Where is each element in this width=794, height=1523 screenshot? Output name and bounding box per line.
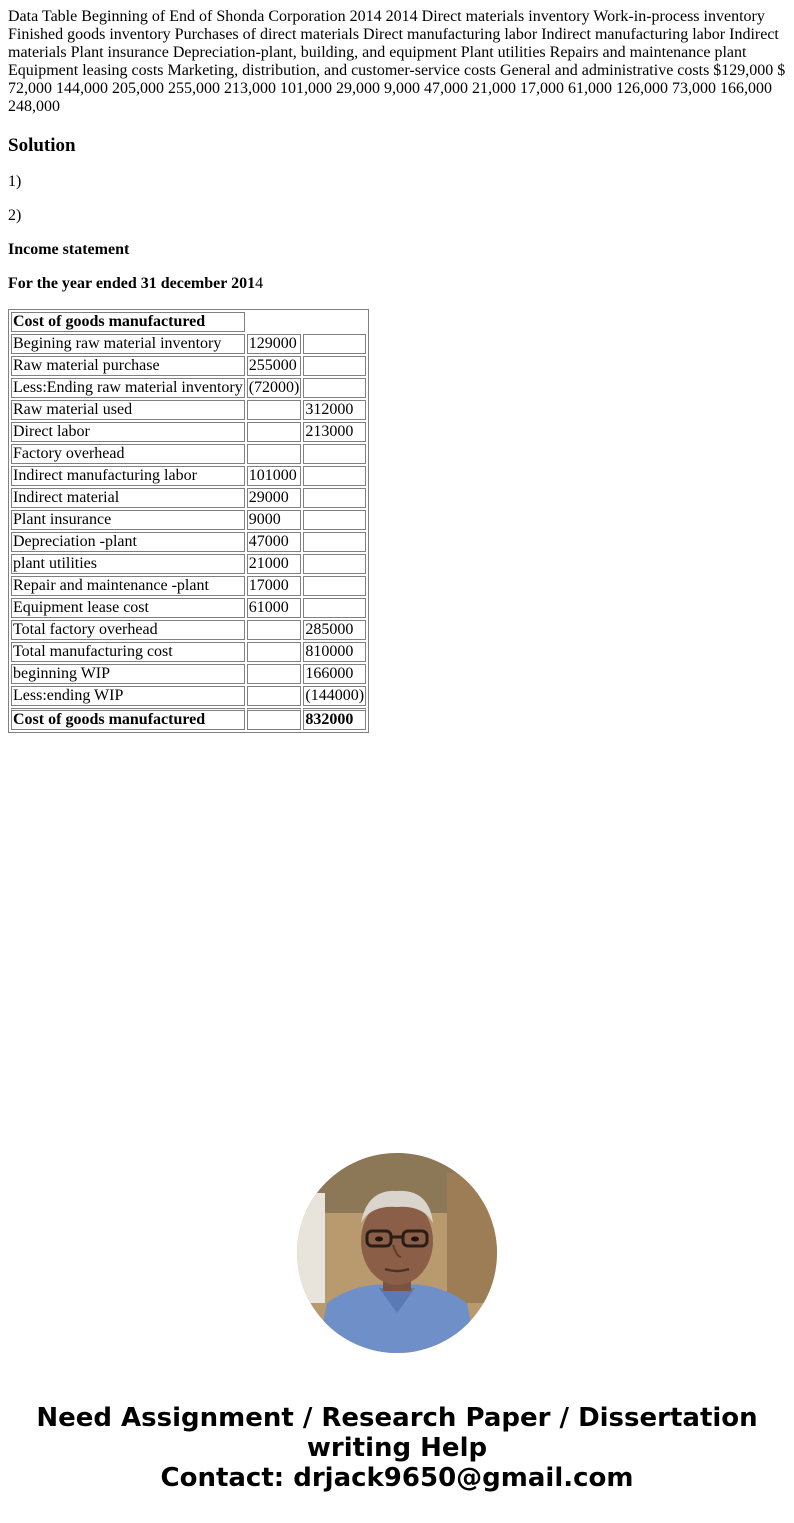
row-amount: (72000)	[248, 379, 300, 396]
row-subtotal: 166000	[303, 664, 366, 684]
row-subtotal	[303, 554, 366, 574]
row-label: Factory overhead	[11, 444, 245, 464]
row-subtotal	[303, 576, 366, 596]
row-subtotal	[303, 510, 366, 530]
row-label: Raw material purchase	[11, 356, 245, 376]
table-row	[11, 488, 366, 508]
row-subtotal	[303, 356, 366, 376]
cogm-table	[8, 309, 369, 733]
row-amount: 255000	[247, 356, 302, 376]
table-row	[11, 532, 366, 552]
row-amount: 101000	[247, 466, 302, 486]
table-row	[11, 664, 366, 684]
step-1-label: 1)	[8, 173, 22, 190]
row-label: Direct labor	[11, 422, 245, 442]
row-label: Raw material used	[11, 400, 245, 420]
row-label: Plant insurance	[11, 510, 245, 530]
table-row	[11, 444, 366, 464]
table-header-row	[11, 312, 366, 332]
row-amount	[247, 642, 302, 662]
row-subtotal	[303, 466, 366, 486]
period-title-year-digit: 4	[255, 275, 264, 292]
row-subtotal	[303, 532, 366, 552]
table-total-row	[11, 708, 366, 730]
row-label: Repair and maintenance -plant	[11, 576, 245, 596]
period-title-main: For the year ended 31 december 201	[8, 275, 256, 292]
row-amount: 9000	[247, 510, 302, 530]
table-row	[11, 686, 366, 706]
row-amount	[247, 620, 302, 640]
row-subtotal: (144000)	[305, 687, 365, 704]
total-label: Cost of goods manufactured	[11, 708, 245, 730]
banner-contact-line: Contact: drjack9650@gmail.com	[160, 1463, 634, 1493]
banner-line-1: Need Assignment / Research Paper / Dissertation	[36, 1403, 758, 1433]
row-amount	[247, 444, 302, 464]
table-row	[11, 510, 366, 530]
page-content	[0, 0, 794, 733]
income-statement-title: Income statement	[8, 241, 130, 258]
table-row	[11, 642, 366, 662]
row-subtotal	[303, 378, 366, 398]
row-label: Total manufacturing cost	[11, 642, 245, 662]
row-amount	[247, 686, 302, 706]
row-amount: 29000	[247, 488, 302, 508]
step-2-label: 2)	[8, 207, 22, 224]
table-row	[11, 466, 366, 486]
row-amount	[247, 400, 302, 420]
table-row	[11, 356, 366, 376]
promo-banner	[0, 1403, 794, 1493]
row-label: Indirect manufacturing labor	[11, 466, 245, 486]
row-amount: 17000	[247, 576, 302, 596]
row-amount: 21000	[247, 554, 302, 574]
table-row	[11, 554, 366, 574]
tutor-avatar	[297, 1153, 497, 1353]
table-header-empty	[247, 312, 366, 332]
row-label: Depreciation -plant	[11, 532, 245, 552]
row-subtotal: 213000	[303, 422, 366, 442]
row-subtotal: 810000	[303, 642, 366, 662]
row-label: plant utilities	[11, 554, 245, 574]
period-title	[8, 275, 786, 293]
row-subtotal	[303, 334, 366, 354]
row-subtotal: 312000	[303, 400, 366, 420]
row-subtotal	[303, 598, 366, 618]
row-amount	[247, 422, 302, 442]
table-row	[11, 576, 366, 596]
row-label: Less:Ending raw material inventory	[13, 379, 243, 396]
row-label: beginning WIP	[11, 664, 245, 684]
table-header-cell: Cost of goods manufactured	[11, 312, 245, 332]
row-subtotal: 285000	[303, 620, 366, 640]
row-amount: 47000	[247, 532, 302, 552]
table-row	[11, 400, 366, 420]
row-amount	[247, 664, 302, 684]
row-label: Total factory overhead	[11, 620, 245, 640]
table-row	[11, 598, 366, 618]
row-amount: 61000	[247, 598, 302, 618]
row-label: Less:ending WIP	[11, 686, 245, 706]
row-label: Indirect material	[11, 488, 245, 508]
tutor-photo	[297, 1153, 497, 1353]
total-value: 832000	[303, 708, 366, 730]
table-row	[11, 620, 366, 640]
row-subtotal	[303, 488, 366, 508]
banner-line-2: writing Help	[306, 1433, 488, 1463]
total-amount	[247, 708, 302, 730]
data-table-text: Data Table Beginning of End of Shonda Corporation 2014 2014 Direct materials inventory Work-in-process inventory Finished goods inventory Purchases of direct materials Direct manufacturing labor Indirect manufacturing labor Indirect materials Plant insurance Depreciation-plant, building, and equipment Plant utilities Repairs and maintenance plant Equipment leasing costs Marketing, distribution, and customer-service costs General and administrative costs $129,000 $ 72,000 144,000 205,000 255,000 213,000 101,000 29,000 9,000 47,000 21,000 17,000 61,000 126,000 73,000 166,000 248,000	[8, 8, 786, 115]
row-label: Begining raw material inventory	[11, 334, 245, 354]
solution-heading: Solution	[8, 135, 76, 156]
row-amount: 129000	[247, 334, 302, 354]
row-subtotal	[303, 444, 366, 464]
table-row	[11, 334, 366, 354]
table-row	[11, 422, 366, 442]
table-row	[11, 378, 366, 398]
row-label: Equipment lease cost	[11, 598, 245, 618]
